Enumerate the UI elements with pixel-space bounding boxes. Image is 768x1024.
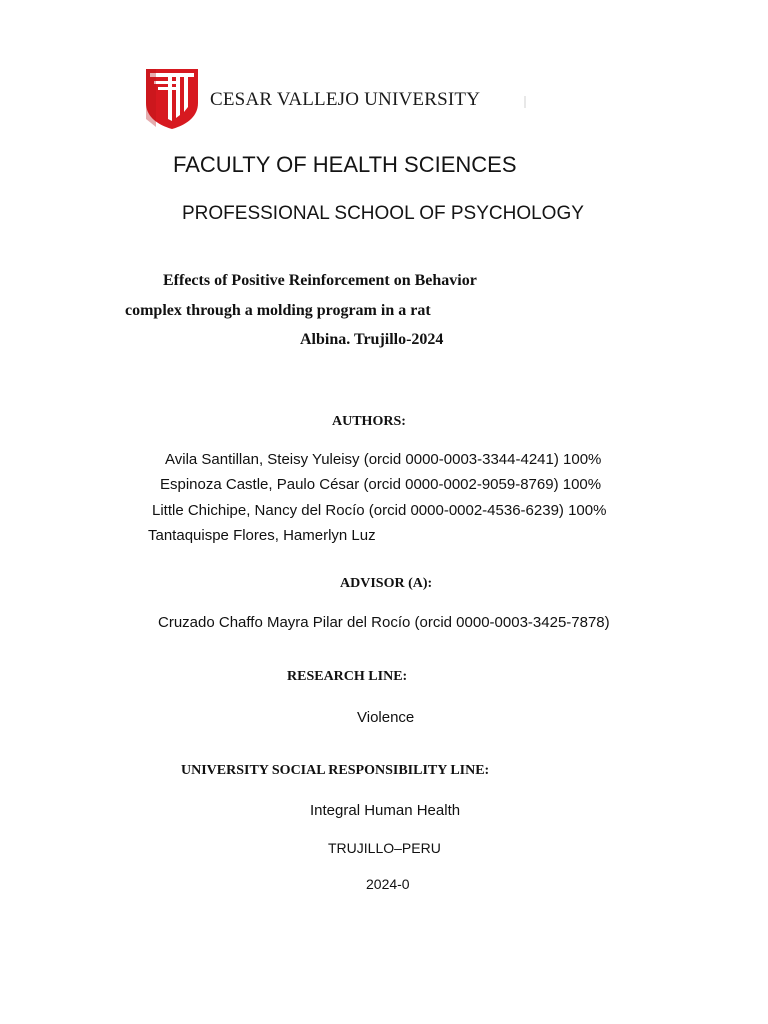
thesis-title-line: Effects of Positive Reinforcement on Behavior (163, 272, 477, 289)
social-responsibility-heading: UNIVERSITY SOCIAL RESPONSIBILITY LINE: (181, 763, 490, 778)
thesis-title-line: complex through a molding program in a rat (125, 302, 431, 319)
thesis-title-line: Albina. Trujillo-2024 (300, 331, 444, 348)
author-entry: Avila Santillan, Steisy Yuleisy (orcid 0000-0003-3344-4241) 100% (165, 451, 602, 468)
header-divider (478, 96, 526, 108)
school-name: PROFESSIONAL SCHOOL OF PSYCHOLOGY (182, 203, 584, 224)
research-line-value: Violence (357, 709, 415, 726)
year: 2024-0 (366, 876, 410, 892)
authors-heading: AUTHORS: (332, 414, 406, 429)
advisor-heading: ADVISOR (A): (340, 576, 433, 591)
city-country: TRUJILLO–PERU (328, 840, 441, 856)
university-name: CESAR VALLEJO UNIVERSITY (210, 89, 481, 110)
social-responsibility-value: Integral Human Health (310, 802, 461, 819)
author-entry: Espinoza Castle, Paulo César (orcid 0000-0002-9059-8769) 100% (160, 476, 602, 493)
advisor-name: Cruzado Chaffo Mayra Pilar del Rocío (orcid 0000-0003-3425-7878) (158, 614, 610, 631)
research-line-heading: RESEARCH LINE: (287, 669, 408, 684)
author-entry: Tantaquispe Flores, Hamerlyn Luz (148, 527, 376, 544)
author-entry: Little Chichipe, Nancy del Rocío (orcid 0000-0002-4536-6239) 100% (152, 502, 607, 519)
faculty-name: FACULTY OF HEALTH SCIENCES (173, 152, 517, 177)
university-logo-icon (146, 69, 198, 129)
